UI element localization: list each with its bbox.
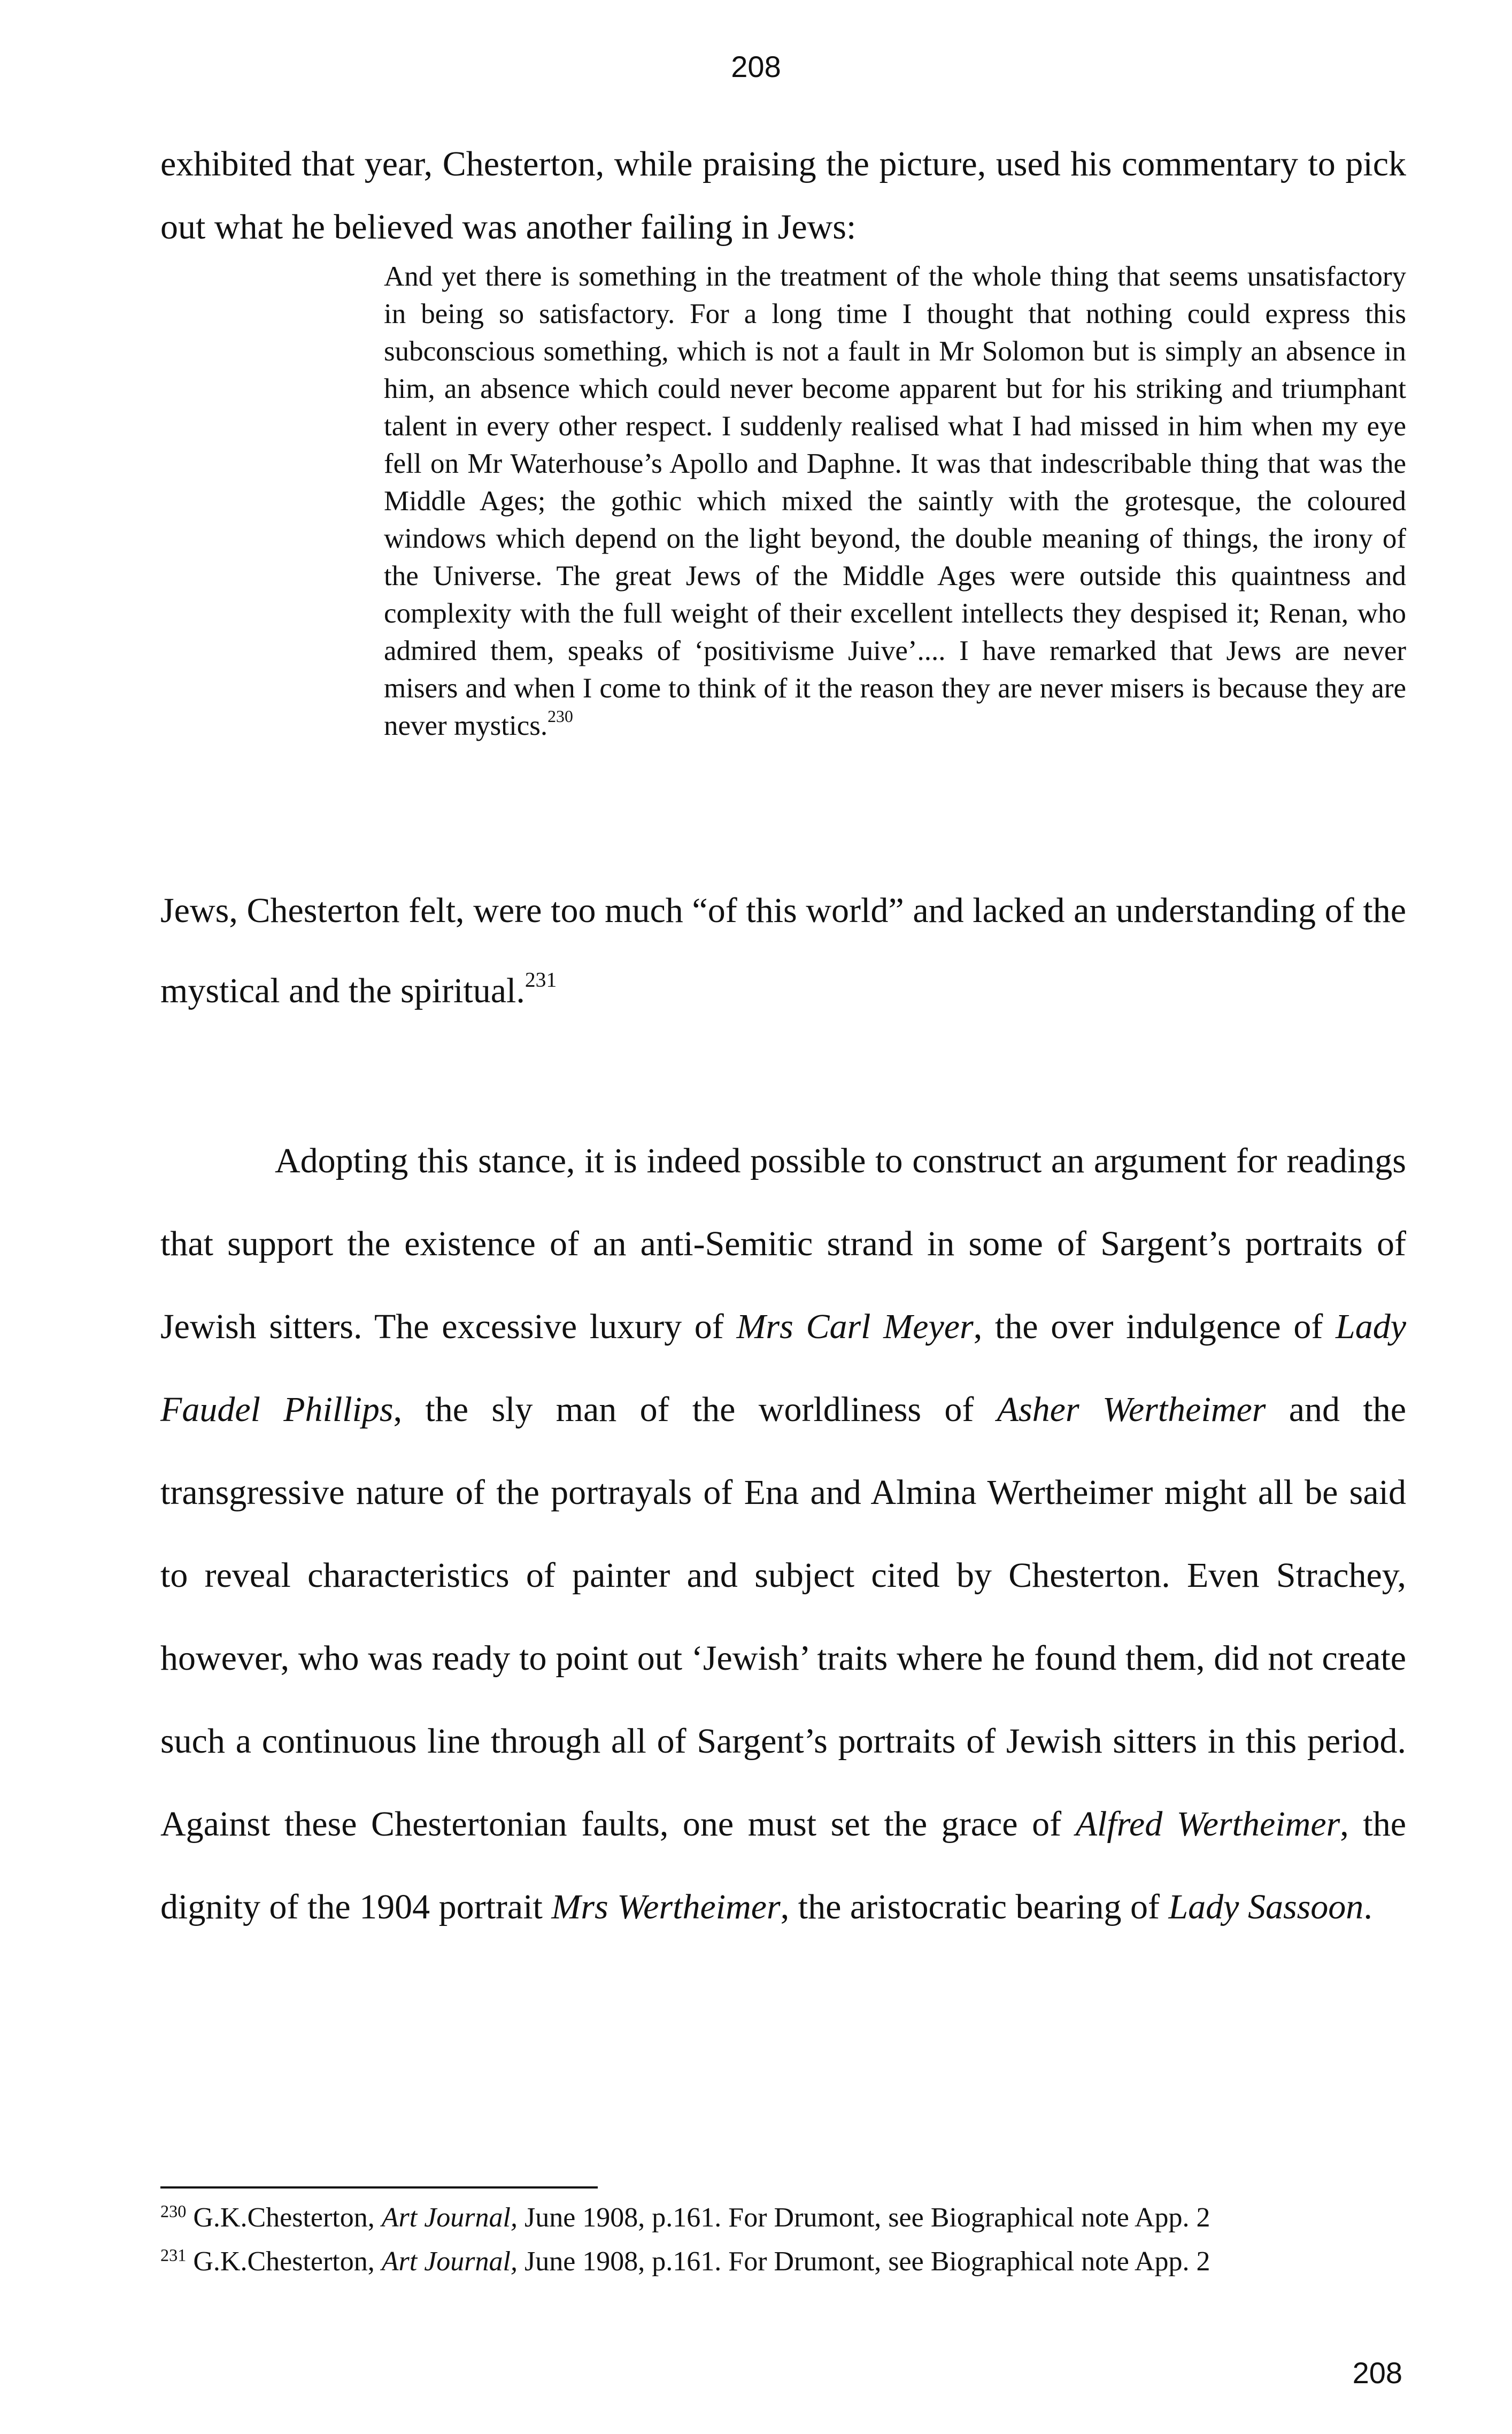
page-number-bottom: 208 <box>1352 2356 1402 2390</box>
footnote-number: 231 <box>160 2245 187 2265</box>
after-quote-paragraph <box>160 871 1406 1031</box>
main-text-5: , the dignity of the 1904 portrait <box>160 1805 1406 1926</box>
main-text-3: , the sly man of the worldliness of <box>393 1390 997 1429</box>
artwork-title-mrs-wertheimer: Mrs Wertheimer <box>551 1887 781 1926</box>
artwork-title-lady-faudel-phillips: Lady Faudel Phillips <box>160 1307 1407 1429</box>
footnote-details: June 1908, p.161. For Drumont, see Biographical note App. 2 <box>517 2202 1210 2233</box>
footnote-230 <box>160 2199 1406 2237</box>
page-number-top: 208 <box>731 50 781 83</box>
quote-text: And yet there is something in the treatment of the whole thing that seems unsatisfactory in being so satisfactory. For a long time I thought that nothing could express this subconscious something, which is not a fault in Mr Solomon but is simply an absence in him, an absence which could never become apparent but for his striking and triumphant talent in every other respect. I suddenly realised what I had missed in him when my eye fell on Mr Waterhouse’s Apollo and Daphne. It was that indescribable thing that was the Middle Ages; the gothic which mixed the saintly with the grotesque, the coloured windows which depend on the light beyond, the double meaning of things, the irony of the Universe. The great Jews of the Middle Ages were outside this quaintness and complexity with the full weight of their excellent intellects they despised it; Renan, who admired them, speaks of ‘positivisme Juive’.... I have remarked that Jews are never misers and when I come to think of it the reason they are never misers is because they are never mystics. <box>384 261 1406 741</box>
main-text-4: and the transgressive nature of the portrayals of Ena and Almina Wertheimer might all be said to reveal characteristics of painter and subject cited by Chesterton. Even Strachey, however, who was ready to point out ‘Jewish’ traits where he found them, did not create such a continuous line through all of Sargent’s portraits of Jewish sitters in this period. Against these Chestertonian faults, one must set the grace of <box>160 1390 1406 1844</box>
footnote-number: 230 <box>160 2201 187 2221</box>
artwork-title-alfred-wertheimer: Alfred Wertheimer <box>1075 1805 1340 1844</box>
footnote-author: G.K.Chesterton, <box>193 2246 382 2277</box>
after-quote-text: Jews, Chesterton felt, were too much “of this world” and lacked an understanding of the mystical and the spiritual. <box>160 891 1406 1010</box>
footnote-details: June 1908, p.161. For Drumont, see Biographical note App. 2 <box>517 2246 1210 2277</box>
main-paragraph <box>160 1119 1406 1948</box>
main-text-1: Adopting this stance, it is indeed possible to construct an argument for readings that support the existence of an anti-Semitic strand in some of Sargent’s portraits of Jewish sitters. The excessive luxury of <box>160 1141 1406 1346</box>
artwork-title-lady-sassoon: Lady Sassoon <box>1168 1887 1364 1926</box>
artwork-title-asher-wertheimer: Asher Wertheimer <box>997 1390 1266 1429</box>
intro-paragraph: exhibited that year, Chesterton, while praising the picture, used his commentary to pick out what he believed was another failing in Jews: <box>160 144 1406 247</box>
artwork-title-mrs-carl-meyer: Mrs Carl Meyer <box>736 1307 974 1346</box>
footnote-ref-231: 231 <box>524 968 557 992</box>
footnote-journal: Art Journal, <box>381 2246 518 2277</box>
block-quote <box>384 258 1406 744</box>
footnote-author: G.K.Chesterton, <box>193 2202 382 2233</box>
main-text-2: , the over indulgence of <box>973 1307 1336 1346</box>
main-text-7: . <box>1363 1887 1372 1926</box>
footnote-231 <box>160 2243 1406 2281</box>
footnote-divider <box>160 2186 598 2189</box>
main-text-6: , the aristocratic bearing of <box>780 1887 1169 1926</box>
footnote-journal: Art Journal, <box>381 2202 518 2233</box>
footnote-ref-230: 230 <box>547 707 573 726</box>
